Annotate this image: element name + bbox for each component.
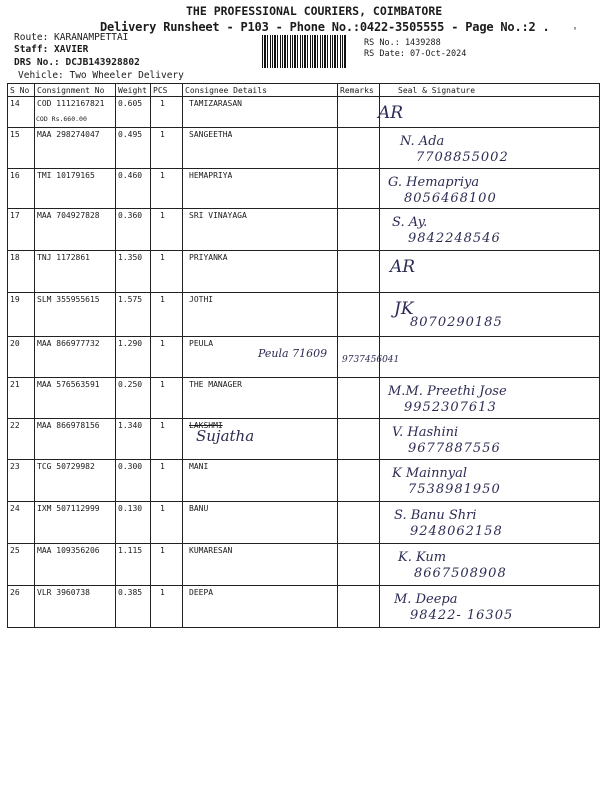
handwritten-signature: S. Ay. (392, 215, 428, 230)
staff-label: Staff: XAVIER (14, 44, 89, 55)
row-pcs: 1 (160, 421, 165, 430)
row-weight: 1.115 (118, 546, 143, 555)
row-pcs: 1 (160, 339, 165, 348)
rs-date: RS Date: 07-Oct-2024 (364, 49, 467, 59)
row-weight: 0.605 (118, 99, 143, 108)
runsheet-title: Delivery Runsheet - P103 - Phone No.:0422-3505555 - Page No.:2 . (100, 20, 550, 34)
route-label: Route: KARANAMPETTAI (14, 32, 129, 43)
row-consignment-no: MAA 866978156 (37, 421, 100, 430)
handwritten-phone: 9677887556 (408, 441, 501, 456)
handwritten-phone: 9842248546 (408, 231, 501, 246)
handwritten-phone: 9952307613 (404, 400, 497, 415)
row-pcs: 1 (160, 462, 165, 471)
row-sno: 24 (10, 504, 20, 513)
row-sno: 25 (10, 546, 20, 555)
row-divider (7, 292, 600, 293)
row-divider (7, 459, 600, 460)
row-divider (7, 96, 600, 97)
handwritten-phone: 9248062158 (410, 524, 503, 539)
col-header-signature: Seal & Signature (398, 86, 476, 95)
row-divider (7, 83, 600, 84)
handwritten-signature: K. Kum (398, 550, 447, 565)
row-sno: 21 (10, 380, 20, 389)
row-pcs: 1 (160, 380, 165, 389)
cod-amount: COD Rs.660.00 (36, 115, 87, 123)
col-header-sno: S No (10, 86, 30, 95)
row-sno: 16 (10, 171, 20, 180)
row-weight: 0.360 (118, 211, 143, 220)
handwritten-phone: 9737456041 (342, 355, 400, 365)
handwritten-signature: M.M. Preethi Jose (388, 384, 507, 399)
column-divider (34, 83, 35, 627)
handwritten-signature: AR (378, 103, 404, 123)
row-consignee: HEMAPRIYA (189, 171, 233, 180)
row-weight: 1.290 (118, 339, 143, 348)
row-consignment-no: TNJ 1172861 (37, 253, 90, 262)
row-weight: 0.495 (118, 130, 143, 139)
row-sno: 15 (10, 130, 20, 139)
col-header-remarks: Remarks (340, 86, 374, 95)
row-consignment-no: MAA 576563591 (37, 380, 100, 389)
handwritten-signature: K Mainnyal (392, 466, 468, 481)
row-consignee: DEEPA (189, 588, 214, 597)
row-weight: 1.350 (118, 253, 143, 262)
column-divider (115, 83, 116, 627)
row-pcs: 1 (160, 546, 165, 555)
row-divider (7, 627, 600, 628)
vehicle-label: Vehicle: Two Wheeler Delivery (18, 70, 184, 81)
row-consignee: JOTHI (189, 295, 214, 304)
row-divider (7, 250, 600, 251)
row-weight: 0.385 (118, 588, 143, 597)
row-consignment-no: VLR 3960738 (37, 588, 90, 597)
row-divider (7, 208, 600, 209)
handwritten-phone: 7538981950 (408, 482, 501, 497)
row-sno: 20 (10, 339, 20, 348)
row-pcs: 1 (160, 504, 165, 513)
row-sno: 18 (10, 253, 20, 262)
row-consignee: SANGEETHA (189, 130, 233, 139)
row-sno: 17 (10, 211, 20, 220)
handwritten-signature: N. Ada (400, 134, 445, 149)
row-consignee: THE MANAGER (189, 380, 242, 389)
row-sno: 14 (10, 99, 20, 108)
handwritten-signature: G. Hemapriya (388, 175, 480, 190)
row-weight: 1.575 (118, 295, 143, 304)
row-consignment-no: TCG 50729982 (37, 462, 95, 471)
row-divider (7, 501, 600, 502)
row-weight: 1.340 (118, 421, 143, 430)
row-sno: 22 (10, 421, 20, 430)
row-pcs: 1 (160, 130, 165, 139)
row-weight: 0.250 (118, 380, 143, 389)
row-consignment-no: IXM 507112999 (37, 504, 100, 513)
row-divider (7, 418, 600, 419)
handwritten-signature: M. Deepa (394, 592, 458, 607)
row-consignment-no: MAA 109356206 (37, 546, 100, 555)
handwritten-signature: JK (394, 299, 414, 319)
handwritten-receiver-name: Sujatha (196, 427, 255, 445)
row-sno: 19 (10, 295, 20, 304)
col-header-pcs: PCS (153, 86, 168, 95)
row-pcs: 1 (160, 588, 165, 597)
row-sno: 23 (10, 462, 20, 471)
corner-mark: ' (572, 26, 579, 37)
row-consignee: KUMARESAN (189, 546, 233, 555)
row-divider (7, 127, 600, 128)
handwritten-phone: 8667508908 (414, 566, 507, 581)
handwritten-signature: Peula 71609 (258, 347, 328, 360)
handwritten-phone: 98422- 16305 (410, 608, 514, 623)
row-weight: 0.300 (118, 462, 143, 471)
row-consignment-no: SLM 355955615 (37, 295, 100, 304)
row-weight: 0.460 (118, 171, 143, 180)
row-consignment-no: COD 1112167821 (37, 99, 105, 108)
drs-number: DRS No.: DCJB143928802 (14, 57, 140, 68)
handwritten-signature: V. Hashini (392, 425, 459, 440)
handwritten-phone: 8070290185 (410, 315, 503, 330)
rs-number: RS No.: 1439288 (364, 38, 441, 48)
row-consignee: PRIYANKA (189, 253, 228, 262)
column-divider (337, 83, 338, 627)
row-pcs: 1 (160, 295, 165, 304)
row-divider (7, 377, 600, 378)
row-pcs: 1 (160, 99, 165, 108)
col-header-consignment: Consignment No (37, 86, 105, 95)
handwritten-signature: AR (390, 257, 416, 277)
row-divider (7, 168, 600, 169)
row-consignee: SRI VINAYAGA (189, 211, 247, 220)
handwritten-phone: 7708855002 (416, 150, 509, 165)
row-consignee: PEULA (189, 339, 214, 348)
row-divider (7, 336, 600, 337)
row-consignment-no: MAA 704927828 (37, 211, 100, 220)
row-pcs: 1 (160, 211, 165, 220)
company-name: THE PROFESSIONAL COURIERS, COIMBATORE (186, 4, 443, 18)
row-pcs: 1 (160, 171, 165, 180)
row-divider (7, 585, 600, 586)
row-consignment-no: TMI 10179165 (37, 171, 95, 180)
column-divider (150, 83, 151, 627)
column-divider (7, 83, 8, 627)
row-pcs: 1 (160, 253, 165, 262)
row-consignee: LAKSHMI (189, 421, 223, 430)
row-consignment-no: MAA 298274047 (37, 130, 100, 139)
row-consignee: MANI (189, 462, 209, 471)
row-consignee: BANU (189, 504, 209, 513)
row-consignee: TAMIZARASAN (189, 99, 242, 108)
handwritten-phone: 8056468100 (404, 191, 497, 206)
handwritten-signature: S. Banu Shri (394, 508, 477, 523)
row-divider (7, 543, 600, 544)
row-consignment-no: MAA 866977732 (37, 339, 100, 348)
column-divider (182, 83, 183, 627)
col-header-consignee: Consignee Details (185, 86, 267, 95)
row-weight: 0.130 (118, 504, 143, 513)
col-header-weight: Weight (118, 86, 147, 95)
row-sno: 26 (10, 588, 20, 597)
